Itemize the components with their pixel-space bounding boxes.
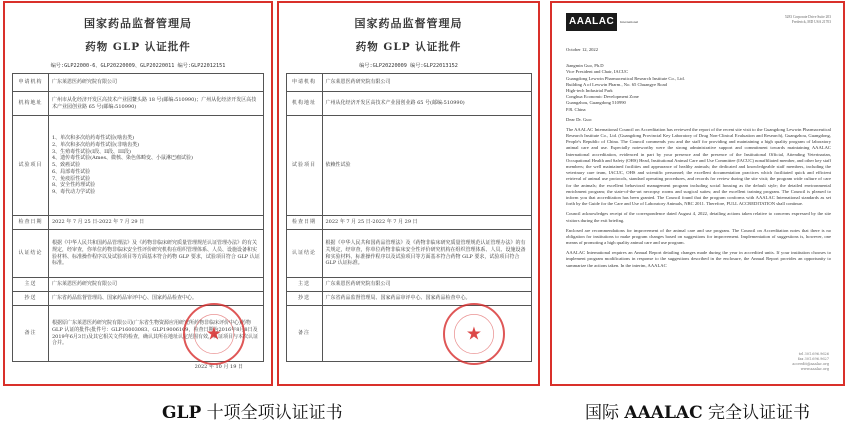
row-value: 广东莱恩医药研究院有限公司 bbox=[322, 278, 531, 292]
official-seal bbox=[443, 303, 505, 365]
row-label: 检查日期 bbox=[286, 216, 322, 230]
table-row bbox=[286, 230, 531, 278]
table-row bbox=[13, 216, 264, 230]
row-label: 主送 bbox=[286, 278, 322, 292]
row-value: 广东省药品监督管理局、国家药品审评中心、国家药品检查中心。 bbox=[49, 292, 264, 306]
glp-certificate-dependency bbox=[277, 1, 540, 386]
star-icon: ★ bbox=[465, 323, 483, 345]
caption-glp bbox=[162, 398, 343, 423]
glp-certificate-full bbox=[3, 1, 273, 386]
row-value: 1、单次和多次给药毒性试验(啮齿类) 2、单次和多次给药毒性试验(非啮齿类) 3、生殖毒性试验(I段、II段、III段) 4、遗传毒性试验(Ames、微核、染色体畸变、小鼠淋巴瘤试验) 5、致癌试验 6、局部毒性试验 7、免疫原性试验 8、安全性药理试验 9、毒代动力学试验 bbox=[49, 116, 264, 216]
official-seal bbox=[183, 303, 245, 365]
cert-subtitle: 药物 GLP 认证批件 bbox=[85, 41, 191, 53]
sender-address: 5283 Corporate Drive Suite 203 Frederick, MD USA 21703 bbox=[784, 15, 831, 24]
issue-date: 2022 年 10 月 19 日 bbox=[194, 364, 243, 370]
letter-date: October 12, 2022 bbox=[566, 47, 599, 52]
table-row bbox=[286, 74, 531, 92]
table-row bbox=[286, 116, 531, 216]
row-label: 备注 bbox=[13, 306, 49, 362]
row-value: 依赖性试验 bbox=[322, 116, 531, 216]
table-row bbox=[286, 292, 531, 306]
table-row bbox=[286, 92, 531, 116]
row-label: 机构地址 bbox=[13, 92, 49, 116]
paragraph: The AAALAC International Council on Accreditation has reviewed the report of the recent site visit to the Guangdong Lewwin Pharmaceutical Research Institute Co., Ltd. (Guangdong Provincial Key Laboratory of Drug Non-Clinical Evaluation and Research), Guangzhou, Guangdong, People's Republic of China. The Council commends you and the staff for providing and maintaining a high quality program of laboratory animal care and use. Especially noteworthy were the strong administrative support and commitment towards maintaining AAALAC International accreditation, evidenced in part by your presence and the presence of the Institutional Official, Attending Veterinarian, Occupational Health and Safety (OHS) Head, Institutional Animal Care and Use Committee (IACUC) nonaffiliated member, and other key staff members; the well maintained facilities and appearance of healthy animals; the dedicated and knowledgeable staff members, including the veterinary care team, IACUC, OHS and scientific personnel; the excellent documentation practices which facilitated quick and efficient retrieval of animal use protocols, standard operating procedures, and records for review during the site visit; the program wide culture of care for the animals; the excellent behavioral management program including social housing as the default style; the detailed environmental enrichment program; the state-of-the-art necropsy rooms and surgical suites; and the excellent training program. The Council is pleased to inform you that accreditation has been granted. The Council found that the program conforms with AAALAC International standards as set forth by the Guide for the Care and Use of Laboratory Animals, NRC 2011. Therefore, FULL ACCREDITATION shall continue. bbox=[566, 126, 831, 207]
table-row bbox=[13, 292, 264, 306]
caption-aaalac-pre: 国际 bbox=[585, 403, 625, 423]
row-label: 备注 bbox=[286, 306, 322, 362]
row-value: 广东莱恩医药研究院有限公司 bbox=[322, 74, 531, 92]
row-label: 试验项目 bbox=[286, 116, 322, 216]
row-value: 广东省药品监督管理局、国家药品审评中心、国家药品检查中心。 bbox=[322, 292, 531, 306]
caption-aaalac bbox=[585, 398, 810, 423]
table-row bbox=[286, 216, 531, 230]
salutation: Dear Dr. Guo: bbox=[566, 116, 593, 122]
paragraph: Council acknowledges receipt of the correspondence dated August 4, 2022, detailing actions taken relative to concerns expressed by the site visitors during the exit briefing. bbox=[566, 211, 831, 223]
row-label: 申请机构 bbox=[13, 74, 49, 92]
row-value: 广州从化经济开发区高技术产业园创业路 65 号(邮编:510990) bbox=[322, 92, 531, 116]
table-row bbox=[13, 92, 264, 116]
recipient-block: Jiangmin Guo, Ph.D Vice President and Chair, IACUC Guangdong Lewwin Pharmaceutical Research Institute Co., Ltd. Building A of Lewwin Pharm., No. 65 Chuangye Road High-tech Industrial Park Conghua Economic Development Zone Guangzhou, Guangdong 510990 P.R. China bbox=[566, 63, 685, 112]
table-row bbox=[13, 278, 264, 292]
row-label: 认证结论 bbox=[13, 230, 49, 278]
row-label: 检查日期 bbox=[13, 216, 49, 230]
row-label: 认证结论 bbox=[286, 230, 322, 278]
letter-body bbox=[566, 11, 831, 269]
cert-number: 编号:GLP22000-6、GLP20220009、GLP20220011 编号:GLP22012151 bbox=[50, 63, 226, 69]
row-value: 2022 年 7 月 25 日-2022 年 7 月 29 日 bbox=[322, 216, 531, 230]
row-label: 抄送 bbox=[13, 292, 49, 306]
row-value: 广东莱恩医药研究院有限公司 bbox=[49, 74, 264, 92]
cert-issuer-title: 国家药品监督管理局 bbox=[84, 17, 192, 30]
caption-aaalac-post: 完全认证证书 bbox=[702, 403, 811, 423]
contact-footer: tel 301.696.9626 fax 301.696.9627 accredit@aaalac.org www.aaalac.org bbox=[792, 352, 829, 372]
cert-issuer-title: 国家药品监督管理局 bbox=[354, 17, 463, 30]
row-value: 广东莱恩医药研究院有限公司 bbox=[49, 278, 264, 292]
row-value: 根据《中华人民共和国药品管理法》及《药物非临床研究质量管理规范认证管理办法》的有关规定，经审查，你单位药物非临床安全性评价研究机构在组织管理体系、人员、设施设备和实验材料、标准操作程序以及试验项目等方面基本符合药物 GLP 要求，试验项目符合 GLP 认证标准。 bbox=[49, 230, 264, 278]
logo-tagline: International bbox=[620, 19, 639, 24]
row-label: 机构地址 bbox=[286, 92, 322, 116]
logo-mark: AAALAC bbox=[566, 13, 617, 31]
row-label: 主送 bbox=[13, 278, 49, 292]
paragraph: Enclosed are recommendations for improvement of the animal care and use program. The Council on Accreditation notes that there is no obligation for institutions to make program changes based on suggestions for improvement. Implementation of suggestions is, however, one means of promoting a high quality animal care and use program. bbox=[566, 227, 831, 246]
row-label: 申请机构 bbox=[286, 74, 322, 92]
row-value: 根据原广东莱恩医药研究院有限公司(广东省生物资源应用研究所药物非临床评价中心)药物 GLP 认证的批件(批件号：GLP16003083、GLP19006109，检查日期为2016年8月8日及2019年6月3日)及其它相关文件的检查，确认其所在地址认定范围有效，认证项目与本次认证合并。 bbox=[49, 306, 264, 362]
caption-aaalac-bold: AAALAC bbox=[624, 403, 703, 423]
cert-number: 编号:GLP20220009 编号:GLP22013152 bbox=[359, 63, 458, 69]
row-value: 2022 年 7 月 25 日-2022 年 7 月 29 日 bbox=[49, 216, 264, 230]
table-row bbox=[13, 74, 264, 92]
row-value: 根据《中华人民共和国药品管理法》及《药物非临床研究质量管理规范认证管理办法》的有关规定，经审查，你单位药物非临床安全性评价研究机构在组织管理体系、人员、设施设备和实验材料、标准操作程序以及试验项目等方面基本符合药物 GLP 要求，试验项目符合 GLP 认证标准。 bbox=[322, 230, 531, 278]
cert-subtitle: 药物 GLP 认证批件 bbox=[355, 41, 462, 53]
caption-glp-text: 十项全项认证证书 bbox=[201, 403, 343, 423]
row-label: 抄送 bbox=[286, 292, 322, 306]
aaalac-accreditation-letter bbox=[550, 1, 845, 386]
row-value: 广州市从化经济开发区高技术产业园鳌头路 18 号(邮编:510990)；广州从化经济开发区高技术产业园创业路 65 号(邮编:510990) bbox=[49, 92, 264, 116]
table-row bbox=[286, 278, 531, 292]
paragraph: AAALAC International requires an Annual Report detailing changes made during the year in accredited units. If your institution chooses to implement program modifications in response to the suggestions described in the enclosure, the Annual Report provides an opportunity to summarize the actions taken. In the interim, AAALAC bbox=[566, 250, 831, 268]
star-icon: ★ bbox=[205, 323, 223, 345]
table-row bbox=[13, 230, 264, 278]
table-row bbox=[13, 116, 264, 216]
caption-glp-bold: GLP bbox=[162, 403, 202, 423]
row-label: 试验项目 bbox=[13, 116, 49, 216]
